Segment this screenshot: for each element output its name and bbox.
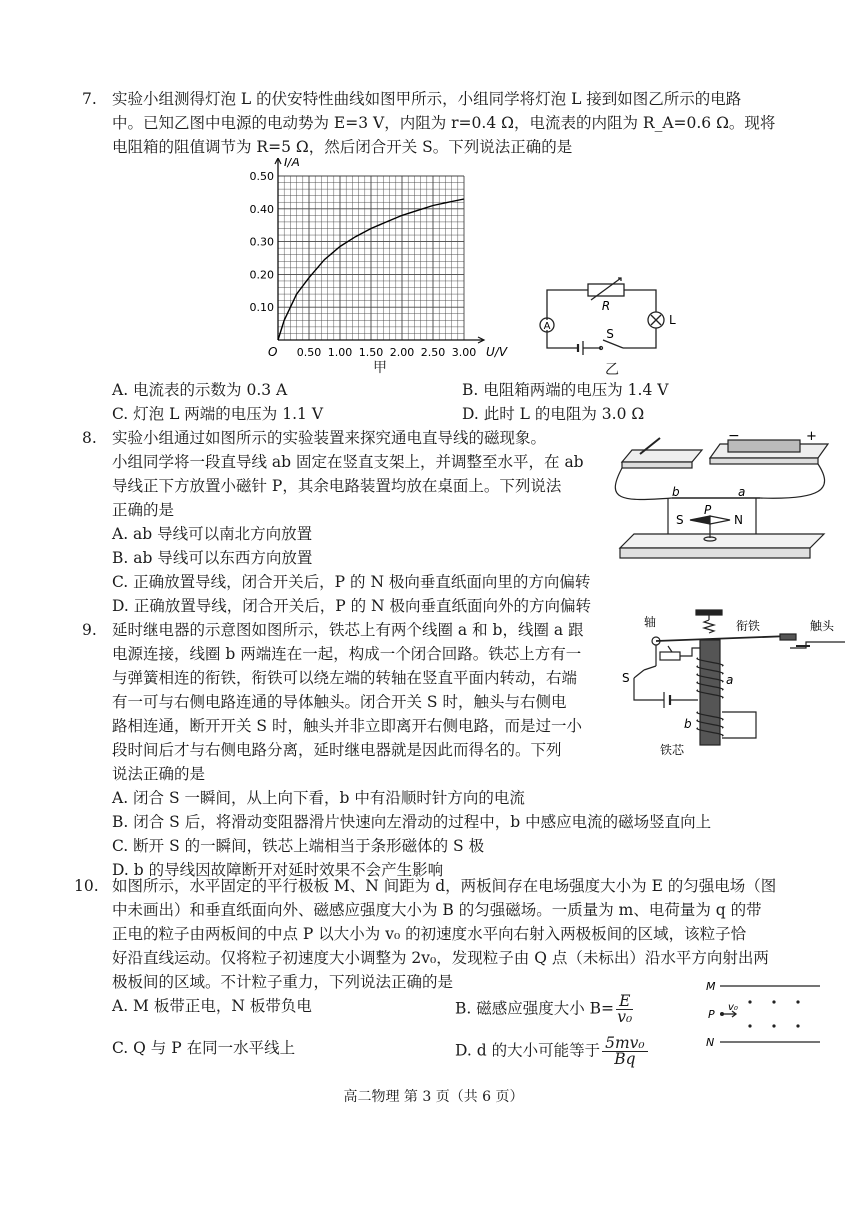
wire-compass-apparatus xyxy=(610,430,832,565)
fraction-denominator: v₀ xyxy=(617,1008,633,1026)
question-text: 电源连接，线圈 b 两端连在一起，构成一个闭合回路。铁芯上方有一 xyxy=(112,645,582,663)
x-tick-label: 1.00 xyxy=(327,346,353,359)
y-tick-label: 0.10 xyxy=(249,301,274,315)
question-number: 8. xyxy=(82,429,97,447)
question-text: 导线正下方放置小磁针 P，其余电路装置均放在桌面上。下列说法 xyxy=(112,477,562,495)
option-a: A. M 板带正电，N 板带负电 xyxy=(112,997,312,1015)
resistor-label: R xyxy=(601,299,611,313)
plate-m-label: M xyxy=(706,980,716,993)
question-number: 7. xyxy=(82,90,97,108)
question-text: 小组同学将一段直导线 ab 固定在竖直支架上，并调整至水平，在 ab xyxy=(112,453,584,471)
switch-label: S xyxy=(622,671,630,685)
question-text: 好沿直线运动。仅将粒子初速度大小调整为 2v₀，发现粒子由 Q 点（未标出）沿水平方向射出两 xyxy=(112,949,769,967)
question-text: 极板间的区域。不计粒子重力，下列说法正确的是 xyxy=(112,973,454,991)
option-b: B. ab 导线可以东西方向放置 xyxy=(112,549,313,567)
x-tick-label: 2.00 xyxy=(389,346,415,359)
page-footer: 高二物理 第 3 页（共 6 页） xyxy=(343,1089,524,1105)
switch-label: S xyxy=(606,327,614,341)
question-10 xyxy=(74,874,777,994)
fraction-denominator: Bq xyxy=(614,1050,636,1068)
circuit-diagram xyxy=(535,268,685,368)
option-d: D. b 的导线因故障断开对延时效果不会产生影响 xyxy=(112,861,444,879)
question-text: 中。已知乙图中电源的电动势为 E=3 V，内阻为 r=0.4 Ω，电流表的内阻为 R_A=0.6 Ω。现将 xyxy=(112,114,776,132)
question-text: 正确的是 xyxy=(112,501,175,519)
s-pole-label: S xyxy=(676,513,684,527)
velocity-label: v₀ xyxy=(728,1002,738,1013)
question-text: 实验小组测得灯泡 L 的伏安特性曲线如图甲所示，小组同学将灯泡 L 接到如图乙所示的电路 xyxy=(112,90,742,108)
y-tick-label: 0.40 xyxy=(249,202,274,216)
question-text: 有一可与右侧电路连通的导体触头。闭合开关 S 时，触头与右侧电 xyxy=(112,693,567,711)
p-label: P xyxy=(704,503,712,517)
armature-label: 衔铁 xyxy=(736,619,761,633)
y-tick-label: 0.20 xyxy=(249,268,274,282)
circuit-caption: 乙 xyxy=(605,362,619,378)
option-a: A. ab 导线可以南北方向放置 xyxy=(112,525,313,543)
question-number: 9. xyxy=(82,621,97,639)
x-tick-label: 3.00 xyxy=(451,346,477,359)
option-a: A. 电流表的示数为 0.3 A xyxy=(112,381,288,399)
lamp-label: L xyxy=(669,313,676,327)
fraction-numerator: E xyxy=(616,994,633,1010)
b-label: b xyxy=(672,485,680,499)
question-8 xyxy=(82,426,584,522)
plate-n-label: N xyxy=(706,1036,715,1049)
coil-b-label: b xyxy=(684,717,692,731)
core-label: 铁芯 xyxy=(660,743,685,757)
question-text: 路相连通，断开开关 S 时，触头并非立即离开右侧电路，而是过一小 xyxy=(112,717,582,735)
plus-label: + xyxy=(806,430,817,444)
question-7 xyxy=(82,87,776,159)
option-c: C. 灯泡 L 两端的电压为 1.1 V xyxy=(112,405,324,423)
option-b: B. 闭合 S 后，将滑动变阻器滑片快速向左滑动的过程中，b 中感应电流的磁场竖直向上 xyxy=(112,813,712,831)
question-text: 说法正确的是 xyxy=(112,765,206,783)
origin-label: O xyxy=(268,345,278,359)
a-label: a xyxy=(738,485,746,499)
y-axis-label: I/A xyxy=(284,158,300,169)
question-number: 10. xyxy=(74,877,99,895)
iu-curve-graph xyxy=(240,158,530,373)
question-text: 正电的粒子由两板间的中点 P 以大小为 v₀ 的初速度水平向右射入两极板间的区域，该粒子恰 xyxy=(112,925,747,943)
axis-label: 轴 xyxy=(644,615,657,629)
delay-relay-diagram xyxy=(620,608,845,758)
minus-label: − xyxy=(728,430,740,444)
option-c: C. 断开 S 的一瞬间，铁芯上端相当于条形磁体的 S 极 xyxy=(112,837,485,855)
option-a: A. 闭合 S 一瞬间，从上向下看，b 中有沿顺时针方向的电流 xyxy=(112,789,525,807)
coil-a-label: a xyxy=(726,673,734,687)
x-tick-label: 1.50 xyxy=(358,346,384,359)
option-c: C. Q 与 P 在同一水平线上 xyxy=(112,1039,296,1057)
option-d: D. 此时 L 的电阻为 3.0 Ω xyxy=(462,405,645,423)
question-text: 段时间后才与右侧电路分离，延时继电器就是因此而得名的。下列 xyxy=(112,741,562,759)
option-d: D. d 的大小可能等于 $\frac{\text{5mv₀}}{Bq}$ xyxy=(455,1036,648,1067)
point-p-label: P xyxy=(708,1008,715,1021)
question-text: 延时继电器的示意图如图所示，铁芯上有两个线圈 a 和 b，线圈 a 跟 xyxy=(112,621,584,639)
n-pole-label: N xyxy=(734,513,743,527)
option-b: B. 电阻箱两端的电压为 1.4 V xyxy=(462,381,669,399)
y-tick-label: 0.50 xyxy=(249,170,274,183)
graph-caption: 甲 xyxy=(373,360,387,376)
x-axis-label: U/V xyxy=(486,345,508,359)
option-b: B. 磁感应强度大小 B= $\frac{E}{\text{v₀}}$ xyxy=(455,992,633,1026)
question-text: 如图所示，水平固定的平行极板 M、N 间距为 d，两板间存在电场强度大小为 E 的匀强电场（图 xyxy=(112,877,777,895)
question-9 xyxy=(82,618,584,786)
contact-label: 触头 xyxy=(810,619,835,633)
question-text: 实验小组通过如图所示的实验装置来探究通电直导线的磁现象。 xyxy=(112,429,547,447)
ammeter-label: A xyxy=(543,321,551,332)
parallel-plates-diagram xyxy=(700,974,825,1054)
x-tick-label: 0.50 xyxy=(296,346,322,359)
x-tick-label: 2.50 xyxy=(420,346,446,359)
fraction-numerator: 5mv₀ xyxy=(602,1036,648,1052)
question-text: 中未画出）和垂直纸面向外、磁感应强度大小为 B 的匀强磁场。一质量为 m、电荷量为 q 的带 xyxy=(112,901,762,919)
y-tick-label: 0.30 xyxy=(249,235,274,249)
question-text: 与弹簧相连的衔铁，衔铁可以绕左端的转轴在竖直平面内转动，右端 xyxy=(112,669,578,687)
question-text: 电阻箱的阻值调节为 R=5 Ω，然后闭合开关 S。下列说法正确的是 xyxy=(112,138,573,156)
option-c: C. 正确放置导线，闭合开关后，P 的 N 极向垂直纸面向里的方向偏转 xyxy=(112,573,591,591)
option-d: D. 正确放置导线，闭合开关后，P 的 N 极向垂直纸面向外的方向偏转 xyxy=(112,597,592,615)
